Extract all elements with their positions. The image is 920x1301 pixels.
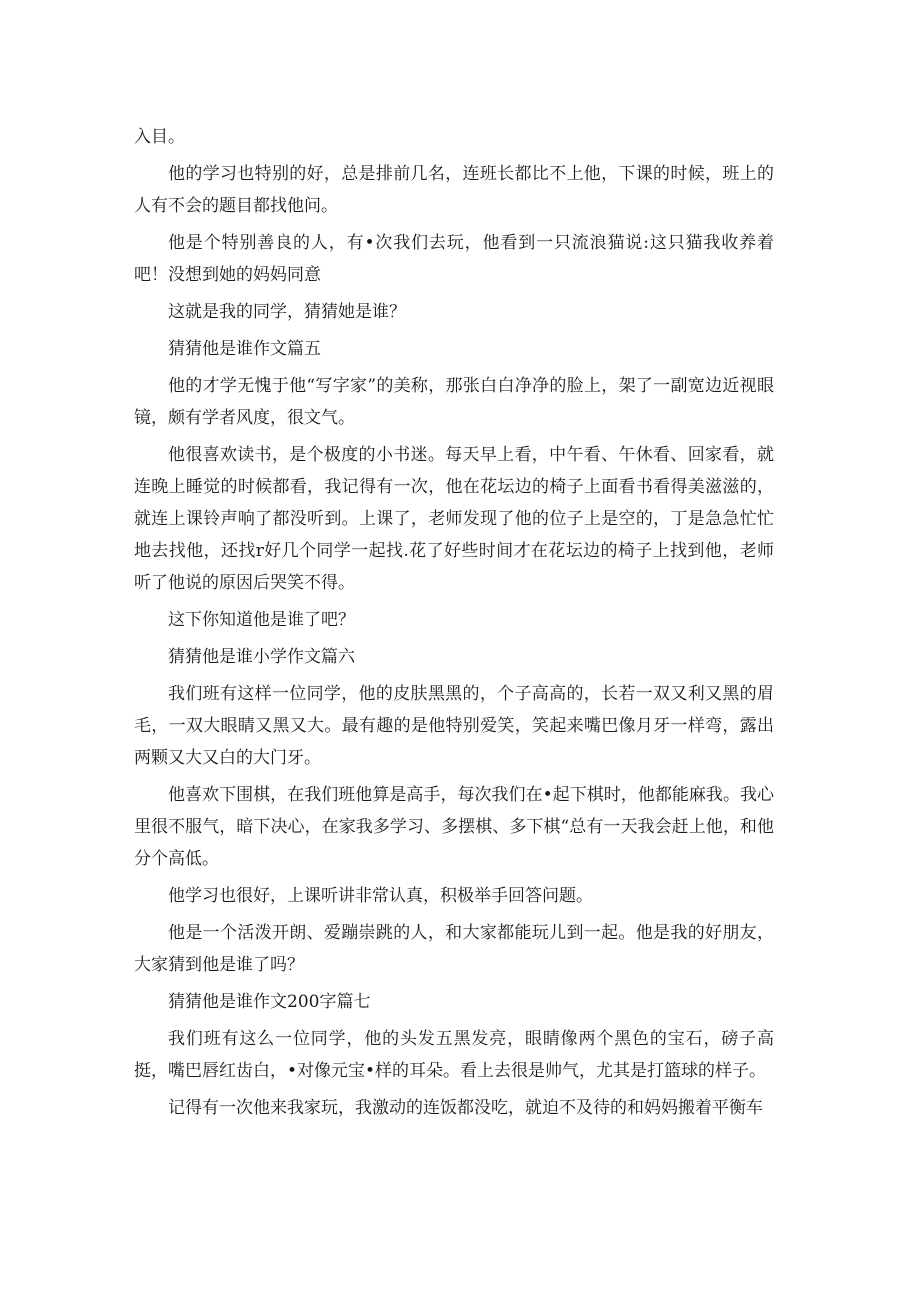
paragraph: 这下你知道他是谁了吧？ [168,610,355,630]
paragraph-continuation: 入目。 [134,127,185,147]
paragraph: 这就是我的同学，猜猜她是谁？ [168,302,406,322]
paragraph: 我们班有这样一位同学，他的皮肤黑黑的，个子高高的，长若一双又利又黑的眉毛，一双大眼睛又黑又大。最有趣的是他特别爱笑，笑起来嘴巴像月牙一样弯，露出两颗又大又白的大门牙。 [134,684,774,768]
paragraph: 我们班有这么一位同学，他的头发五黑发亮，眼睛像两个黑色的宝石，磅子高挺，嘴巴唇红齿白，•对像元宝•样的耳朵。看上去很是帅气，尤其是打篮球的样子。 [134,1029,774,1081]
paragraph: 他喜欢下围棋，在我们班他算是高手，每次我们在•起下棋时，他都能麻我。我心里很不服气，暗下决心，在家我多学习、多摆棋、多下棋“总有一天我会赶上他，和他分个高低。 [134,785,774,869]
paragraph: 他是个特别善良的人，有•次我们去玩，他看到一只流浪猫说:这只猫我收养着吧！没想到她的妈妈同意 [134,233,774,285]
paragraph: 他的才学无愧于他“写字家”的美称，那张白白净净的脸上，架了一副宽边近视眼镜，颇有学者风度，很文气。 [134,376,774,428]
paragraph: 他是一个活泼开朗、爱蹦崇跳的人，和大家都能玩儿到一起。他是我的好朋友，大家猜到他是谁了吗？ [134,923,774,975]
paragraph: 他的学习也特别的好，总是排前几名，连班长都比不上他，下课的时候，班上的人有不会的题目都找他问。 [134,164,774,216]
paragraph: 他很喜欢读书，是个极度的小书迷。每天早上看，中午看、午休看、回家看，就连晚上睡觉的时候都看，我记得有一次，他在花坛边的椅子上面看书看得美滋滋的，就连上课铃声响了都没听到。上课了，老师发现了他的位子上是空的，丁是急急忙忙地去找他，还找r好几个同学一起找.花了好些时间才在花坛边的椅子上找到他，老师听了他说的原因后哭笑不得。 [134,445,774,593]
section-heading: 猜猜他是谁作文篇五 [168,339,321,359]
section-heading: 猜猜他是谁小学作文篇六 [168,647,355,667]
paragraph: 他学习也很好，上课听讲非常认真，积极举手回答问题。 [168,886,593,906]
document-body [134,121,774,1129]
section-heading: 猜猜他是谁作文200字篇七 [168,992,371,1012]
paragraph: 记得有一次他来我家玩，我激动的连饭都没吃，就迫不及待的和妈妈搬着平衡车 [168,1098,763,1118]
